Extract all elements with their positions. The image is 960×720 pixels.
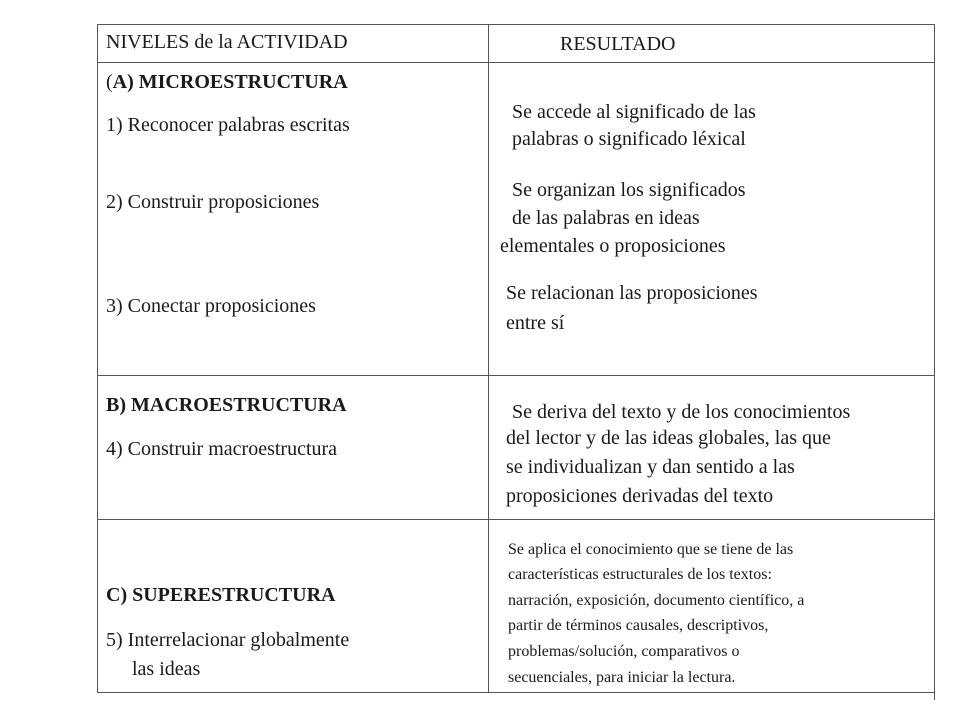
result-5-line-1: Se aplica el conocimiento que se tiene de las	[508, 541, 794, 558]
table-bottom-line	[97, 692, 935, 693]
result-5-line-6: secuenciales, para iniciar la lectura.	[508, 669, 736, 686]
middle-divider	[488, 24, 489, 693]
result-4-line-1: Se deriva del texto y de los conocimientos	[512, 401, 851, 423]
macro-bottom-line	[97, 519, 935, 520]
item-5-line-2: las ideas	[132, 658, 201, 680]
header-right-label: RESULTADO	[560, 33, 676, 55]
result-5-line-3: narración, exposición, documento científico, a	[508, 592, 805, 609]
micro-title-text: A) MICROESTRUCTURA	[112, 71, 348, 93]
result-3-line-1: Se relacionan las proposiciones	[506, 282, 758, 304]
result-4-line-4: proposiciones derivadas del texto	[506, 485, 774, 507]
result-4-line-3: se individualizan y dan sentido a las	[506, 456, 795, 478]
result-5-line-2: características estructurales de los textos:	[508, 566, 772, 583]
item-1: 1) Reconocer palabras escritas	[106, 114, 350, 136]
item-2: 2) Construir proposiciones	[106, 191, 320, 213]
micro-title-prefix: (	[106, 71, 113, 93]
result-1-line-1: Se accede al significado de las	[512, 101, 756, 123]
item-4: 4) Construir macroestructura	[106, 438, 338, 460]
result-4-line-2: del lector y de las ideas globales, las que	[506, 427, 831, 449]
item-5-line-1: 5) Interrelacionar globalmente	[106, 629, 350, 651]
result-2-line-3: elementales o proposiciones	[500, 235, 726, 257]
macro-title: B) MACROESTRUCTURA	[106, 394, 347, 416]
header-bottom-line	[97, 62, 935, 63]
result-5-line-5: problemas/solución, comparativos o	[508, 643, 740, 660]
left-border	[97, 24, 98, 693]
result-5-line-4: partir de términos causales, descriptivos,	[508, 617, 769, 634]
right-border	[934, 24, 935, 700]
result-1-line-2: palabras o significado léxical	[512, 128, 746, 150]
micro-bottom-line	[97, 375, 935, 376]
result-2-line-1: Se organizan los significados	[512, 179, 746, 201]
super-title: C) SUPERESTRUCTURA	[106, 584, 336, 606]
item-3: 3) Conectar proposiciones	[106, 295, 316, 317]
micro-title	[106, 67, 348, 97]
result-2-line-2: de las palabras en ideas	[512, 207, 700, 229]
header-top-line	[97, 24, 935, 25]
result-3-line-2: entre sí	[506, 312, 565, 334]
header-left-label: NIVELES de la ACTIVIDAD	[106, 31, 348, 53]
